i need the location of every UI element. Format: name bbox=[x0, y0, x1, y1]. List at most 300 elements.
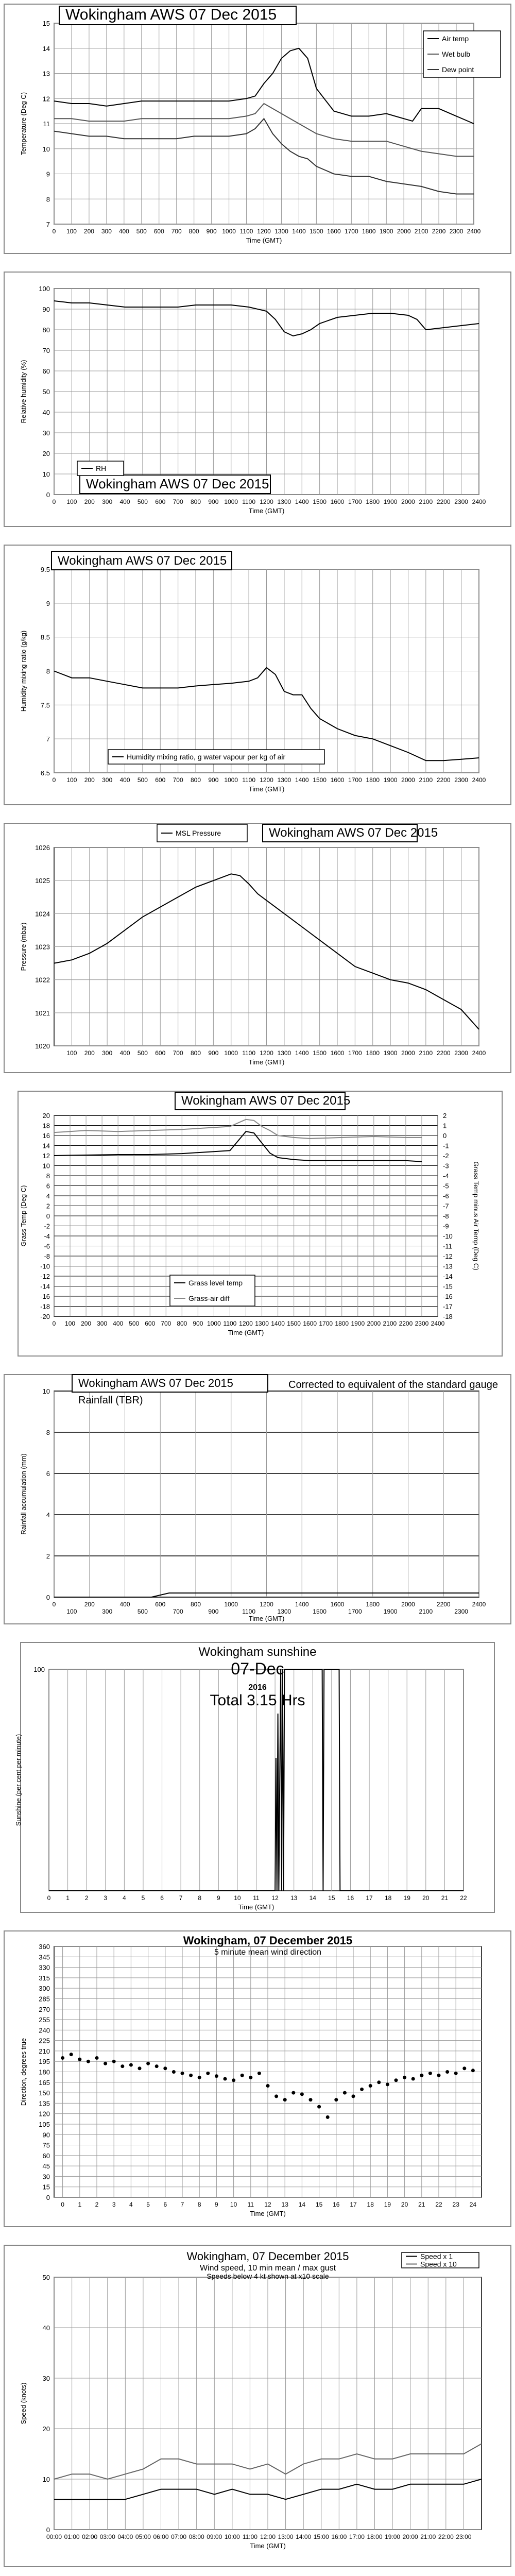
x-tick-label: 6 bbox=[160, 1894, 164, 1902]
x-tick-label: 2300 bbox=[454, 1608, 468, 1615]
y2-tick-label: -9 bbox=[443, 1222, 449, 1230]
x-tick-label: 18:00 bbox=[367, 2533, 383, 2540]
y-tick-label: 18 bbox=[42, 1122, 50, 1130]
x-tick-label: 1900 bbox=[383, 498, 398, 505]
data-point bbox=[146, 2062, 150, 2065]
data-point bbox=[471, 2069, 475, 2072]
y-tick-label: 270 bbox=[39, 2005, 50, 2013]
y-tick-label: -18 bbox=[40, 1302, 50, 1311]
wind-speed-panel bbox=[0, 2241, 515, 2571]
y-tick-label: 4 bbox=[46, 1192, 50, 1200]
data-point bbox=[241, 2074, 244, 2077]
x-tick-label: 07:00 bbox=[171, 2533, 187, 2540]
x-tick-label: 4 bbox=[129, 2201, 133, 2208]
y-tick-label: 50 bbox=[42, 388, 50, 396]
y-tick-label: -16 bbox=[40, 1293, 50, 1300]
x-tick-label: 2100 bbox=[419, 776, 433, 784]
y-axis-label: Rainfall accumulation (mm) bbox=[20, 1453, 27, 1535]
legend-entry: Humidity mixing ratio, g water vapour per kg of air bbox=[127, 753, 286, 761]
x-tick-label: 10 bbox=[234, 1894, 241, 1902]
x-tick-label: 1300 bbox=[277, 498, 291, 505]
y-tick-label: 195 bbox=[39, 2058, 50, 2066]
data-point bbox=[377, 2080, 381, 2084]
x-tick-label: 800 bbox=[188, 228, 199, 235]
data-point bbox=[437, 2074, 441, 2077]
x-tick-label: 1200 bbox=[257, 228, 271, 235]
data-point bbox=[61, 2056, 64, 2060]
y-tick-label: -2 bbox=[44, 1222, 50, 1230]
data-point bbox=[394, 2078, 398, 2082]
x-tick-label: 08:00 bbox=[188, 2533, 204, 2540]
data-point bbox=[283, 2098, 287, 2102]
x-tick-label: 18 bbox=[384, 1894, 392, 1902]
x-tick-label: 15 bbox=[315, 2201, 323, 2208]
x-tick-label: 600 bbox=[155, 1049, 166, 1057]
x-tick-label: 2100 bbox=[414, 228, 428, 235]
x-tick-label: 300 bbox=[102, 1049, 113, 1057]
data-point bbox=[215, 2074, 218, 2078]
x-tick-label: 1100 bbox=[242, 776, 256, 784]
x-tick-label: 21 bbox=[441, 1894, 449, 1902]
x-tick-label: 8 bbox=[197, 2201, 201, 2208]
y2-tick-label: -13 bbox=[443, 1262, 453, 1270]
y-tick-label: 8 bbox=[46, 667, 50, 675]
y-tick-label: 0 bbox=[46, 1594, 50, 1601]
legend-entry: MSL Pressure bbox=[176, 829, 221, 837]
y-tick-label: 30 bbox=[42, 2375, 50, 2382]
data-point bbox=[104, 2062, 107, 2065]
x-tick-label: 0 bbox=[52, 498, 56, 505]
x-tick-label: 200 bbox=[84, 498, 95, 505]
y-tick-label: 10 bbox=[42, 1162, 50, 1170]
x-tick-label: 22 bbox=[435, 2201, 442, 2208]
x-tick-label: 1200 bbox=[239, 1320, 253, 1327]
x-tick-label: 100 bbox=[66, 498, 77, 505]
chart-title: Wokingham AWS 07 Dec 2015 bbox=[65, 6, 277, 23]
x-tick-label: 1600 bbox=[330, 1601, 345, 1608]
x-tick-label: 12 bbox=[271, 1894, 279, 1902]
y-tick-label: 285 bbox=[39, 1995, 50, 2003]
y-axis-label: Relative humidity (%) bbox=[20, 360, 27, 423]
x-tick-label: 0 bbox=[52, 1320, 56, 1327]
x-tick-label: 1 bbox=[66, 1894, 70, 1902]
x-tick-label: 300 bbox=[102, 1608, 113, 1615]
x-tick-label: 1300 bbox=[277, 1608, 291, 1615]
data-point bbox=[334, 2098, 338, 2102]
data-point bbox=[352, 2094, 355, 2098]
y-axis-label: Pressure (mbar) bbox=[20, 922, 27, 971]
chart-subtitle: Rainfall (TBR) bbox=[78, 1395, 143, 1406]
x-tick-label: 1500 bbox=[313, 1049, 327, 1057]
x-tick-label: 600 bbox=[155, 1601, 166, 1608]
x-tick-label: 1500 bbox=[313, 498, 327, 505]
x-tick-label: 900 bbox=[208, 776, 219, 784]
y-tick-label: 7 bbox=[46, 221, 50, 228]
y-tick-label: 240 bbox=[39, 2026, 50, 2035]
mixing-ratio-chart bbox=[0, 541, 515, 809]
x-tick-label: 4 bbox=[123, 1894, 126, 1902]
x-tick-label: 2200 bbox=[436, 776, 451, 784]
x-tick-label: 500 bbox=[136, 228, 147, 235]
y2-tick-label: -12 bbox=[443, 1252, 453, 1260]
x-tick-label: 200 bbox=[83, 228, 94, 235]
y-tick-label: 15 bbox=[42, 2183, 50, 2191]
x-tick-label: 700 bbox=[171, 228, 182, 235]
chart-title: Wokingham, 07 December 2015 bbox=[183, 1934, 353, 1947]
y2-axis-label: Grass Temp minus Air Temp (Deg C) bbox=[472, 1161, 480, 1270]
x-tick-label: 19 bbox=[403, 1894, 410, 1902]
x-tick-label: 1500 bbox=[313, 1608, 327, 1615]
y-tick-label: 9.5 bbox=[40, 566, 50, 573]
x-tick-label: 100 bbox=[66, 776, 77, 784]
x-tick-label: 3 bbox=[112, 2201, 116, 2208]
x-tick-label: 05:00 bbox=[135, 2533, 151, 2540]
y-tick-label: 0 bbox=[46, 491, 50, 499]
y-tick-label: 1021 bbox=[35, 1009, 50, 1017]
x-tick-label: 2100 bbox=[419, 498, 433, 505]
x-tick-label: 100 bbox=[66, 228, 77, 235]
y-axis-label: Speed (knots) bbox=[20, 2382, 27, 2425]
data-point bbox=[70, 2053, 73, 2056]
x-tick-label: 2200 bbox=[436, 1601, 451, 1608]
x-tick-label: 17 bbox=[366, 1894, 373, 1902]
x-tick-label: 1900 bbox=[383, 1049, 398, 1057]
x-tick-label: 9 bbox=[215, 2201, 218, 2208]
rainfall-panel bbox=[0, 1370, 515, 1628]
y-tick-label: 60 bbox=[42, 367, 50, 375]
y2-tick-label: -6 bbox=[443, 1192, 449, 1200]
x-tick-label: 14:00 bbox=[296, 2533, 312, 2540]
x-tick-label: 2400 bbox=[472, 1049, 486, 1057]
x-tick-label: 2200 bbox=[436, 1049, 451, 1057]
x-tick-label: 15 bbox=[328, 1894, 335, 1902]
x-tick-label: 1300 bbox=[277, 1049, 291, 1057]
x-tick-label: 2 bbox=[84, 1894, 89, 1902]
x-tick-label: 1200 bbox=[260, 498, 273, 505]
data-point bbox=[87, 2060, 90, 2063]
x-tick-label: 17 bbox=[350, 2201, 357, 2208]
x-tick-label: 1100 bbox=[242, 1049, 256, 1057]
x-tick-label: 1100 bbox=[242, 1608, 256, 1615]
y-tick-label: 150 bbox=[39, 2089, 50, 2097]
y-tick-label: 60 bbox=[42, 2151, 50, 2160]
data-point bbox=[78, 2058, 81, 2061]
x-tick-label: 2400 bbox=[472, 776, 486, 784]
x-tick-label: 21 bbox=[418, 2201, 425, 2208]
legend-entry: Speed x 10 bbox=[420, 2260, 457, 2268]
x-tick-label: 20 bbox=[401, 2201, 408, 2208]
x-tick-label: 600 bbox=[145, 1320, 156, 1327]
data-point bbox=[403, 2076, 406, 2079]
x-tick-label: 14 bbox=[309, 1894, 316, 1902]
x-tick-label: 1600 bbox=[303, 1320, 317, 1327]
chart-title: Wokingham, 07 December 2015 bbox=[186, 2250, 349, 2263]
x-tick-label: 1800 bbox=[335, 1320, 349, 1327]
data-point bbox=[121, 2064, 124, 2068]
y-tick-label: 135 bbox=[39, 2099, 50, 2108]
y-tick-label: 2 bbox=[46, 1552, 50, 1560]
x-tick-label: 700 bbox=[173, 498, 183, 505]
x-tick-label: 900 bbox=[206, 228, 217, 235]
x-tick-label: 1900 bbox=[351, 1320, 365, 1327]
y2-tick-label: 2 bbox=[443, 1112, 447, 1120]
y2-tick-label: 1 bbox=[443, 1122, 447, 1130]
y-tick-label: 20 bbox=[42, 2425, 50, 2433]
x-tick-label: 15:00 bbox=[313, 2533, 329, 2540]
y2-tick-label: -17 bbox=[443, 1302, 453, 1311]
x-tick-label: 19 bbox=[384, 2201, 391, 2208]
x-tick-label: 1700 bbox=[348, 1608, 362, 1615]
x-tick-label: 500 bbox=[137, 1049, 148, 1057]
wind-direction-chart bbox=[0, 1927, 515, 2231]
y2-tick-label: -3 bbox=[443, 1162, 449, 1170]
x-axis-label: Time (GMT) bbox=[238, 1903, 274, 1911]
legend-entry: Grass-air diff bbox=[188, 1294, 230, 1302]
x-tick-label: 20 bbox=[422, 1894, 430, 1902]
x-axis-label: Time (GMT) bbox=[250, 2210, 286, 2217]
chart-title: Wokingham AWS 07 Dec 2015 bbox=[78, 1377, 233, 1389]
x-tick-label: 0 bbox=[52, 776, 56, 784]
x-tick-label: 18 bbox=[367, 2201, 374, 2208]
x-tick-label: 6 bbox=[163, 2201, 167, 2208]
y-tick-label: 15 bbox=[42, 20, 50, 27]
x-tick-label: 800 bbox=[177, 1320, 187, 1327]
x-tick-label: 2300 bbox=[454, 498, 468, 505]
x-tick-label: 2000 bbox=[367, 1320, 381, 1327]
chart-title: Wokingham AWS 07 Dec 2015 bbox=[86, 476, 269, 492]
x-tick-label: 16 bbox=[333, 2201, 340, 2208]
y2-tick-label: -1 bbox=[443, 1142, 449, 1150]
pressure-panel bbox=[0, 819, 515, 1077]
x-axis-label: Time (GMT) bbox=[248, 1615, 285, 1622]
y-tick-label: -12 bbox=[40, 1273, 50, 1280]
data-point bbox=[232, 2078, 235, 2082]
x-tick-label: 0 bbox=[47, 1894, 51, 1902]
data-point bbox=[274, 2094, 278, 2098]
y-tick-label: 20 bbox=[42, 450, 50, 457]
y-tick-label: 80 bbox=[42, 326, 50, 334]
y-tick-label: 10 bbox=[42, 1387, 50, 1395]
chart-title: Wokingham sunshine bbox=[198, 1645, 317, 1659]
x-tick-label: 800 bbox=[190, 498, 201, 505]
data-point bbox=[428, 2072, 432, 2075]
x-tick-label: 2200 bbox=[399, 1320, 413, 1327]
x-tick-label: 1400 bbox=[295, 498, 309, 505]
y-tick-label: 165 bbox=[39, 2078, 50, 2087]
y-tick-label: 50 bbox=[42, 2274, 50, 2281]
x-tick-label: 2300 bbox=[415, 1320, 429, 1327]
x-tick-label: 2400 bbox=[472, 1601, 486, 1608]
y2-tick-label: 0 bbox=[443, 1132, 447, 1140]
x-tick-label: 1800 bbox=[362, 228, 376, 235]
x-tick-label: 1600 bbox=[330, 1049, 345, 1057]
x-tick-label: 8 bbox=[198, 1894, 202, 1902]
y-tick-label: 14 bbox=[42, 1142, 50, 1150]
x-axis-label: Time (GMT) bbox=[246, 236, 282, 244]
humidity-chart bbox=[0, 268, 515, 531]
x-axis-label: Time (GMT) bbox=[248, 1058, 285, 1066]
chart-subtitle: 5 minute mean wind direction bbox=[214, 1948, 322, 1957]
legend-entry: Grass level temp bbox=[188, 1279, 243, 1287]
x-tick-label: 400 bbox=[119, 1601, 130, 1608]
data-point bbox=[317, 2105, 321, 2109]
data-point bbox=[249, 2076, 252, 2079]
x-tick-label: 1800 bbox=[366, 1049, 380, 1057]
x-tick-label: 16 bbox=[347, 1894, 354, 1902]
x-tick-label: 2000 bbox=[401, 1601, 415, 1608]
x-tick-label: 1900 bbox=[383, 1608, 398, 1615]
y2-tick-label: -14 bbox=[443, 1273, 453, 1280]
x-tick-label: 04:00 bbox=[117, 2533, 133, 2540]
y2-tick-label: -10 bbox=[443, 1232, 453, 1240]
y-tick-label: 6 bbox=[46, 1470, 50, 1478]
x-tick-label: 1800 bbox=[366, 1601, 380, 1608]
sunshine-panel bbox=[0, 1638, 515, 1917]
y-tick-label: 105 bbox=[39, 2120, 50, 2128]
x-tick-label: 5 bbox=[146, 2201, 150, 2208]
mixing-ratio-panel bbox=[0, 541, 515, 809]
data-point bbox=[258, 2072, 261, 2075]
x-tick-label: 21:00 bbox=[420, 2533, 436, 2540]
data-point bbox=[454, 2072, 458, 2075]
y-tick-label: 75 bbox=[42, 2141, 50, 2149]
x-tick-label: 2100 bbox=[419, 1049, 433, 1057]
y-axis-label: Sunshine (per cent per minute) bbox=[14, 1734, 22, 1826]
data-point bbox=[189, 2074, 193, 2077]
x-tick-label: 1700 bbox=[319, 1320, 333, 1327]
x-tick-label: 0 bbox=[52, 1601, 56, 1608]
temperature-chart bbox=[0, 0, 515, 258]
y-tick-label: 12 bbox=[42, 95, 50, 103]
x-tick-label: 11 bbox=[253, 1894, 260, 1902]
x-tick-label: 2300 bbox=[454, 1049, 468, 1057]
y-tick-label: 1020 bbox=[35, 1042, 50, 1050]
data-point bbox=[300, 2092, 304, 2096]
y2-tick-label: -18 bbox=[443, 1313, 453, 1320]
x-tick-label: 11:00 bbox=[242, 2533, 258, 2540]
x-tick-label: 1600 bbox=[330, 498, 345, 505]
pressure-chart bbox=[0, 819, 515, 1077]
y-tick-label: -10 bbox=[40, 1262, 50, 1270]
x-tick-label: 23:00 bbox=[456, 2533, 472, 2540]
x-tick-label: 200 bbox=[84, 1601, 95, 1608]
x-tick-label: 3 bbox=[104, 1894, 108, 1902]
y2-tick-label: -15 bbox=[443, 1282, 453, 1291]
x-tick-label: 300 bbox=[102, 776, 113, 784]
x-tick-label: 800 bbox=[190, 1601, 201, 1608]
data-point bbox=[138, 2066, 142, 2070]
x-tick-label: 2000 bbox=[401, 1049, 415, 1057]
x-tick-label: 13:00 bbox=[278, 2533, 294, 2540]
data-point bbox=[129, 2063, 133, 2066]
x-tick-label: 2100 bbox=[419, 1608, 433, 1615]
y-tick-label: 360 bbox=[39, 1943, 50, 1951]
y-tick-label: 6 bbox=[46, 1182, 50, 1190]
x-tick-label: 200 bbox=[84, 1049, 95, 1057]
y-tick-label: 100 bbox=[39, 285, 50, 293]
humidity-panel bbox=[0, 268, 515, 531]
y-tick-label: 40 bbox=[42, 409, 50, 416]
y-tick-label: 40 bbox=[42, 2324, 50, 2332]
legend-entry: Air temp bbox=[442, 35, 469, 43]
chart-title: Wokingham AWS 07 Dec 2015 bbox=[269, 826, 438, 840]
data-point bbox=[95, 2056, 99, 2060]
x-tick-label: 700 bbox=[173, 1049, 183, 1057]
x-tick-label: 03:00 bbox=[99, 2533, 115, 2540]
data-point bbox=[163, 2066, 167, 2070]
x-tick-label: 300 bbox=[97, 1320, 108, 1327]
x-axis-label: Time (GMT) bbox=[248, 507, 285, 515]
x-tick-label: 1100 bbox=[239, 228, 253, 235]
y-tick-label: 11 bbox=[43, 120, 50, 128]
x-tick-label: 7 bbox=[180, 2201, 184, 2208]
x-tick-label: 1400 bbox=[271, 1320, 285, 1327]
x-tick-label: 16:00 bbox=[331, 2533, 347, 2540]
y2-tick-label: -5 bbox=[443, 1182, 449, 1190]
x-tick-label: 700 bbox=[173, 776, 183, 784]
x-tick-label: 09:00 bbox=[207, 2533, 222, 2540]
x-tick-label: 800 bbox=[190, 1049, 201, 1057]
x-tick-label: 17:00 bbox=[349, 2533, 365, 2540]
x-tick-label: 500 bbox=[137, 498, 148, 505]
data-point bbox=[445, 2070, 449, 2074]
y-tick-label: 9 bbox=[46, 599, 50, 607]
y2-tick-label: -11 bbox=[443, 1242, 452, 1250]
x-tick-label: 06:00 bbox=[153, 2533, 169, 2540]
sunshine-chart bbox=[0, 1638, 515, 1917]
y-tick-label: 30 bbox=[42, 2173, 50, 2181]
x-tick-label: 1000 bbox=[207, 1320, 221, 1327]
x-tick-label: 2000 bbox=[401, 498, 415, 505]
chart-title: Wokingham AWS 07 Dec 2015 bbox=[58, 554, 227, 568]
x-tick-label: 1900 bbox=[383, 776, 398, 784]
x-tick-label: 1700 bbox=[344, 228, 358, 235]
x-tick-label: 900 bbox=[208, 1608, 219, 1615]
x-tick-label: 1000 bbox=[224, 776, 238, 784]
y-axis-label: Grass Temp (Deg C) bbox=[20, 1185, 27, 1247]
y-tick-label: -6 bbox=[44, 1242, 50, 1250]
x-axis-label: Time (GMT) bbox=[228, 1329, 264, 1336]
chart-year: 2016 bbox=[248, 1683, 267, 1692]
legend-entry: Speed x 1 bbox=[420, 2252, 453, 2261]
x-tick-label: 20:00 bbox=[402, 2533, 418, 2540]
y-tick-label: 90 bbox=[42, 306, 50, 313]
data-point bbox=[155, 2064, 159, 2068]
x-tick-label: 2100 bbox=[383, 1320, 397, 1327]
x-tick-label: 1400 bbox=[295, 1601, 309, 1608]
chart-annotation: Corrected to equivalent of the standard gauge bbox=[288, 1379, 498, 1391]
y-tick-label: 7 bbox=[46, 735, 50, 743]
chart-title: Wokingham AWS 07 Dec 2015 bbox=[181, 1094, 351, 1108]
x-tick-label: 19:00 bbox=[385, 2533, 401, 2540]
x-tick-label: 10:00 bbox=[224, 2533, 240, 2540]
y-tick-label: 8 bbox=[46, 195, 50, 204]
y-tick-label: 6.5 bbox=[40, 769, 50, 777]
y2-tick-label: -16 bbox=[443, 1293, 453, 1300]
x-tick-label: 1400 bbox=[295, 1049, 309, 1057]
x-tick-label: 400 bbox=[119, 498, 130, 505]
x-tick-label: 23 bbox=[452, 2201, 459, 2208]
x-tick-label: 2400 bbox=[467, 228, 481, 235]
y-tick-label: 120 bbox=[39, 2110, 50, 2118]
data-point bbox=[224, 2077, 227, 2081]
data-point bbox=[112, 2060, 116, 2063]
data-point bbox=[420, 2074, 423, 2077]
y-axis-label: Humidity mixing ratio (g/kg) bbox=[20, 630, 27, 712]
data-point bbox=[198, 2076, 201, 2079]
x-tick-label: 22 bbox=[460, 1894, 467, 1902]
x-tick-label: 1500 bbox=[310, 228, 323, 235]
